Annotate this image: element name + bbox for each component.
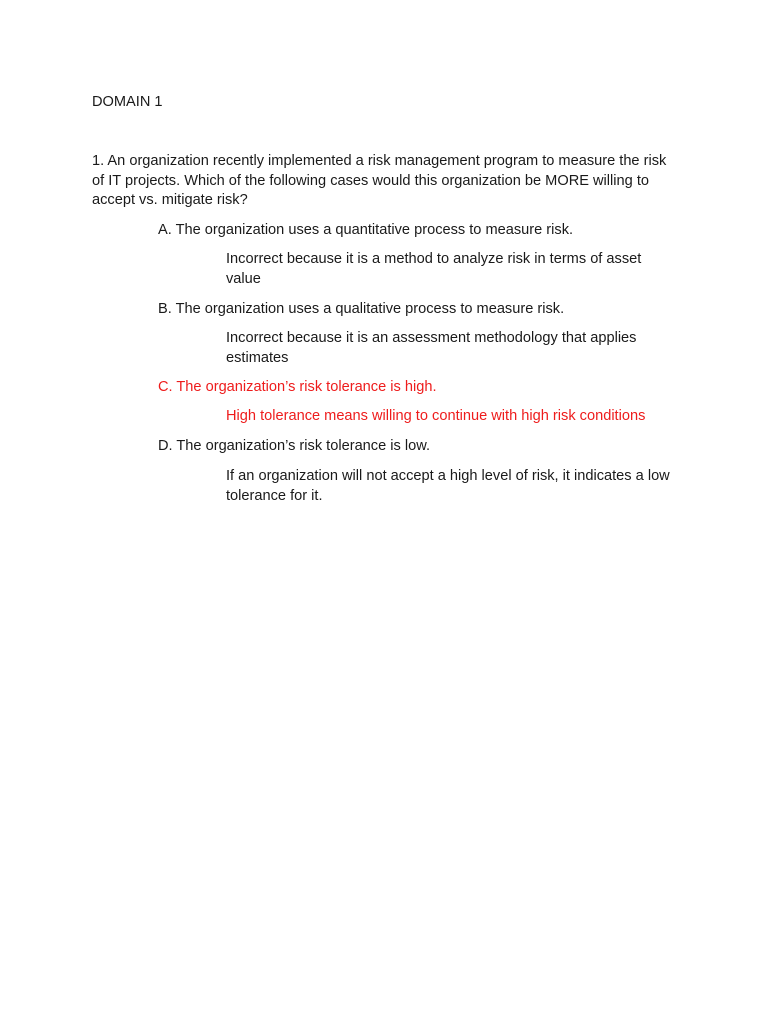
option-a-explanation: Incorrect because it is a method to analyze risk in terms of asset value <box>226 251 642 287</box>
option-c: C. The organization’s risk tolerance is high. <box>158 379 437 395</box>
option-d-explanation: If an organization will not accept a high level of risk, it indicates a low tolerance for it. <box>226 468 670 504</box>
option-c-explanation: High tolerance means willing to continue with high risk conditions <box>226 408 646 424</box>
domain-heading: DOMAIN 1 <box>92 94 163 110</box>
option-b-explanation: Incorrect because it is an assessment methodology that applies estimates <box>226 330 637 366</box>
option-b: B. The organization uses a qualitative process to measure risk. <box>158 301 565 317</box>
question-text: 1. An organization recently implemented a risk management program to measure the risk of IT projects. Which of the following cases would this organization be MORE willing to accept vs. mitigate risk? <box>92 153 667 208</box>
option-a: A. The organization uses a quantitative process to measure risk. <box>158 222 574 238</box>
option-d: D. The organization’s risk tolerance is low. <box>158 438 431 454</box>
